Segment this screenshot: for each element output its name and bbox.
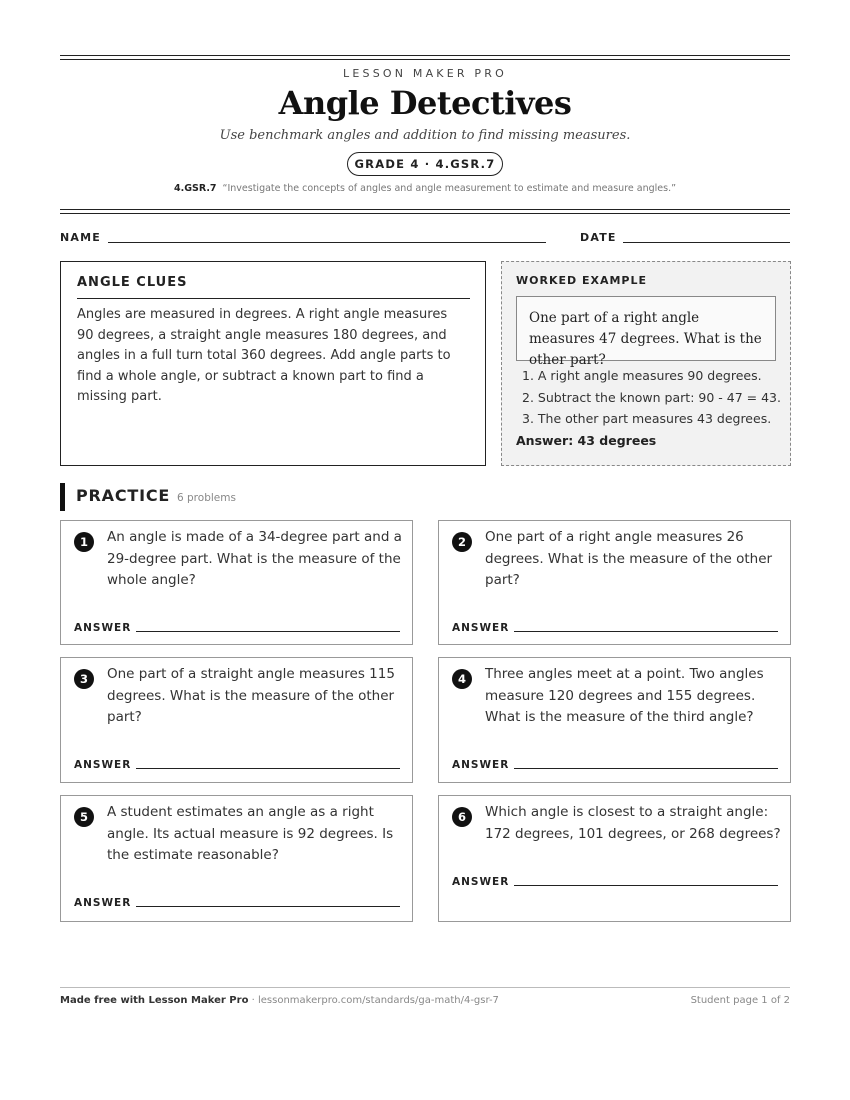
answer-label: ANSWER: [452, 622, 510, 634]
answer-label: ANSWER: [452, 759, 510, 771]
problem-card: [438, 520, 791, 645]
problem-text: One part of a right angle measures 26 degrees. What is the measure of the other part?: [485, 529, 773, 588]
problem-text: A student estimates an angle as a right angle. Its actual measure is 92 degrees. Is the estimate reasonable?: [107, 804, 394, 863]
problem-text: One part of a straight angle measures 115 degrees. What is the measure of the other part?: [107, 666, 395, 725]
worked-example-question: One part of a right angle measures 47 degrees. What is the other part?: [516, 296, 776, 361]
practice-title: PRACTICE: [76, 486, 171, 505]
worked-example-steps: [516, 365, 781, 430]
footer-rule: [60, 987, 790, 988]
worked-example-step: 1. A right angle measures 90 degrees.: [522, 368, 762, 383]
grade-badge: GRADE 4 · 4.GSR.7: [347, 152, 503, 176]
name-label: NAME: [60, 231, 101, 244]
problem-text: Three angles meet at a point. Two angles measure 120 degrees and 155 degrees. What is the measure of the third angle?: [485, 666, 764, 725]
problem-number: 2: [452, 532, 472, 552]
problem-number: 4: [452, 669, 472, 689]
footer-page-number: Student page 1 of 2: [690, 995, 790, 1006]
date-field[interactable]: [623, 242, 790, 243]
answer-field[interactable]: [136, 906, 400, 907]
standard-text: “Investigate the concepts of angles and angle measurement to estimate and measure angles.”: [222, 183, 677, 194]
footer-made-with: Made free with Lesson Maker Pro: [60, 995, 249, 1006]
answer-field[interactable]: [514, 631, 778, 632]
answer-field[interactable]: [136, 631, 400, 632]
answer-label: ANSWER: [452, 876, 510, 888]
answer-label: ANSWER: [74, 759, 132, 771]
problem-card: [438, 657, 791, 783]
problem-number: 3: [74, 669, 94, 689]
standard-code: 4.GSR.7: [173, 183, 217, 194]
header-rule-2: [60, 213, 790, 214]
brand-name: LESSON MAKER PRO: [343, 67, 507, 80]
answer-field[interactable]: [514, 885, 778, 886]
angle-clues-title: ANGLE CLUES: [77, 275, 188, 290]
page-subtitle: Use benchmark angles and addition to find missing measures.: [219, 128, 631, 143]
angle-clues-box: [60, 261, 486, 466]
footer-credit: [60, 995, 499, 1006]
standard-line: [0, 183, 850, 194]
practice-accent-bar: [60, 483, 65, 511]
problem-number: 5: [74, 807, 94, 827]
answer-label: ANSWER: [74, 622, 132, 634]
answer-field[interactable]: [136, 768, 400, 769]
worked-example-step: 2. Subtract the known part: 90 - 47 = 43.: [522, 389, 781, 405]
answer-label: ANSWER: [74, 897, 132, 909]
header-rule-1: [60, 209, 790, 210]
practice-count: 6 problems: [177, 492, 236, 504]
top-rule-2: [60, 59, 790, 60]
problem-card: [438, 795, 791, 922]
answer-field[interactable]: [514, 768, 778, 769]
worked-example-title: WORKED EXAMPLE: [516, 274, 647, 287]
angle-clues-divider: [77, 298, 470, 299]
worked-example-answer: Answer: 43 degrees: [516, 433, 657, 448]
date-label: DATE: [580, 231, 617, 244]
problem-card: [60, 795, 413, 922]
problem-card: [60, 520, 413, 645]
problem-text: Which angle is closest to a straight angle: 172 degrees, 101 degrees, or 268 degrees?: [485, 804, 781, 842]
problem-number: 6: [452, 807, 472, 827]
problem-card: [60, 657, 413, 783]
footer-url[interactable]: · lessonmakerpro.com/standards/ga-math/4-gsr-7: [248, 995, 499, 1006]
top-rule-1: [60, 55, 790, 56]
angle-clues-text: Angles are measured in degrees. A right angle measures 90 degrees, a straight angle measures 180 degrees, and angles in a full turn total 360 degrees. Add angle parts to find a whole angle, or subtract a known part to find a missing part.: [77, 307, 451, 404]
name-field[interactable]: [108, 242, 546, 243]
problem-number: 1: [74, 532, 94, 552]
worked-example-box: [501, 261, 791, 466]
problem-text: An angle is made of a 34-degree part and a 29-degree part. What is the measure of the whole angle?: [107, 529, 402, 588]
page-title: Angle Detectives: [278, 84, 572, 122]
worked-example-step: 3. The other part measures 43 degrees.: [522, 411, 772, 426]
